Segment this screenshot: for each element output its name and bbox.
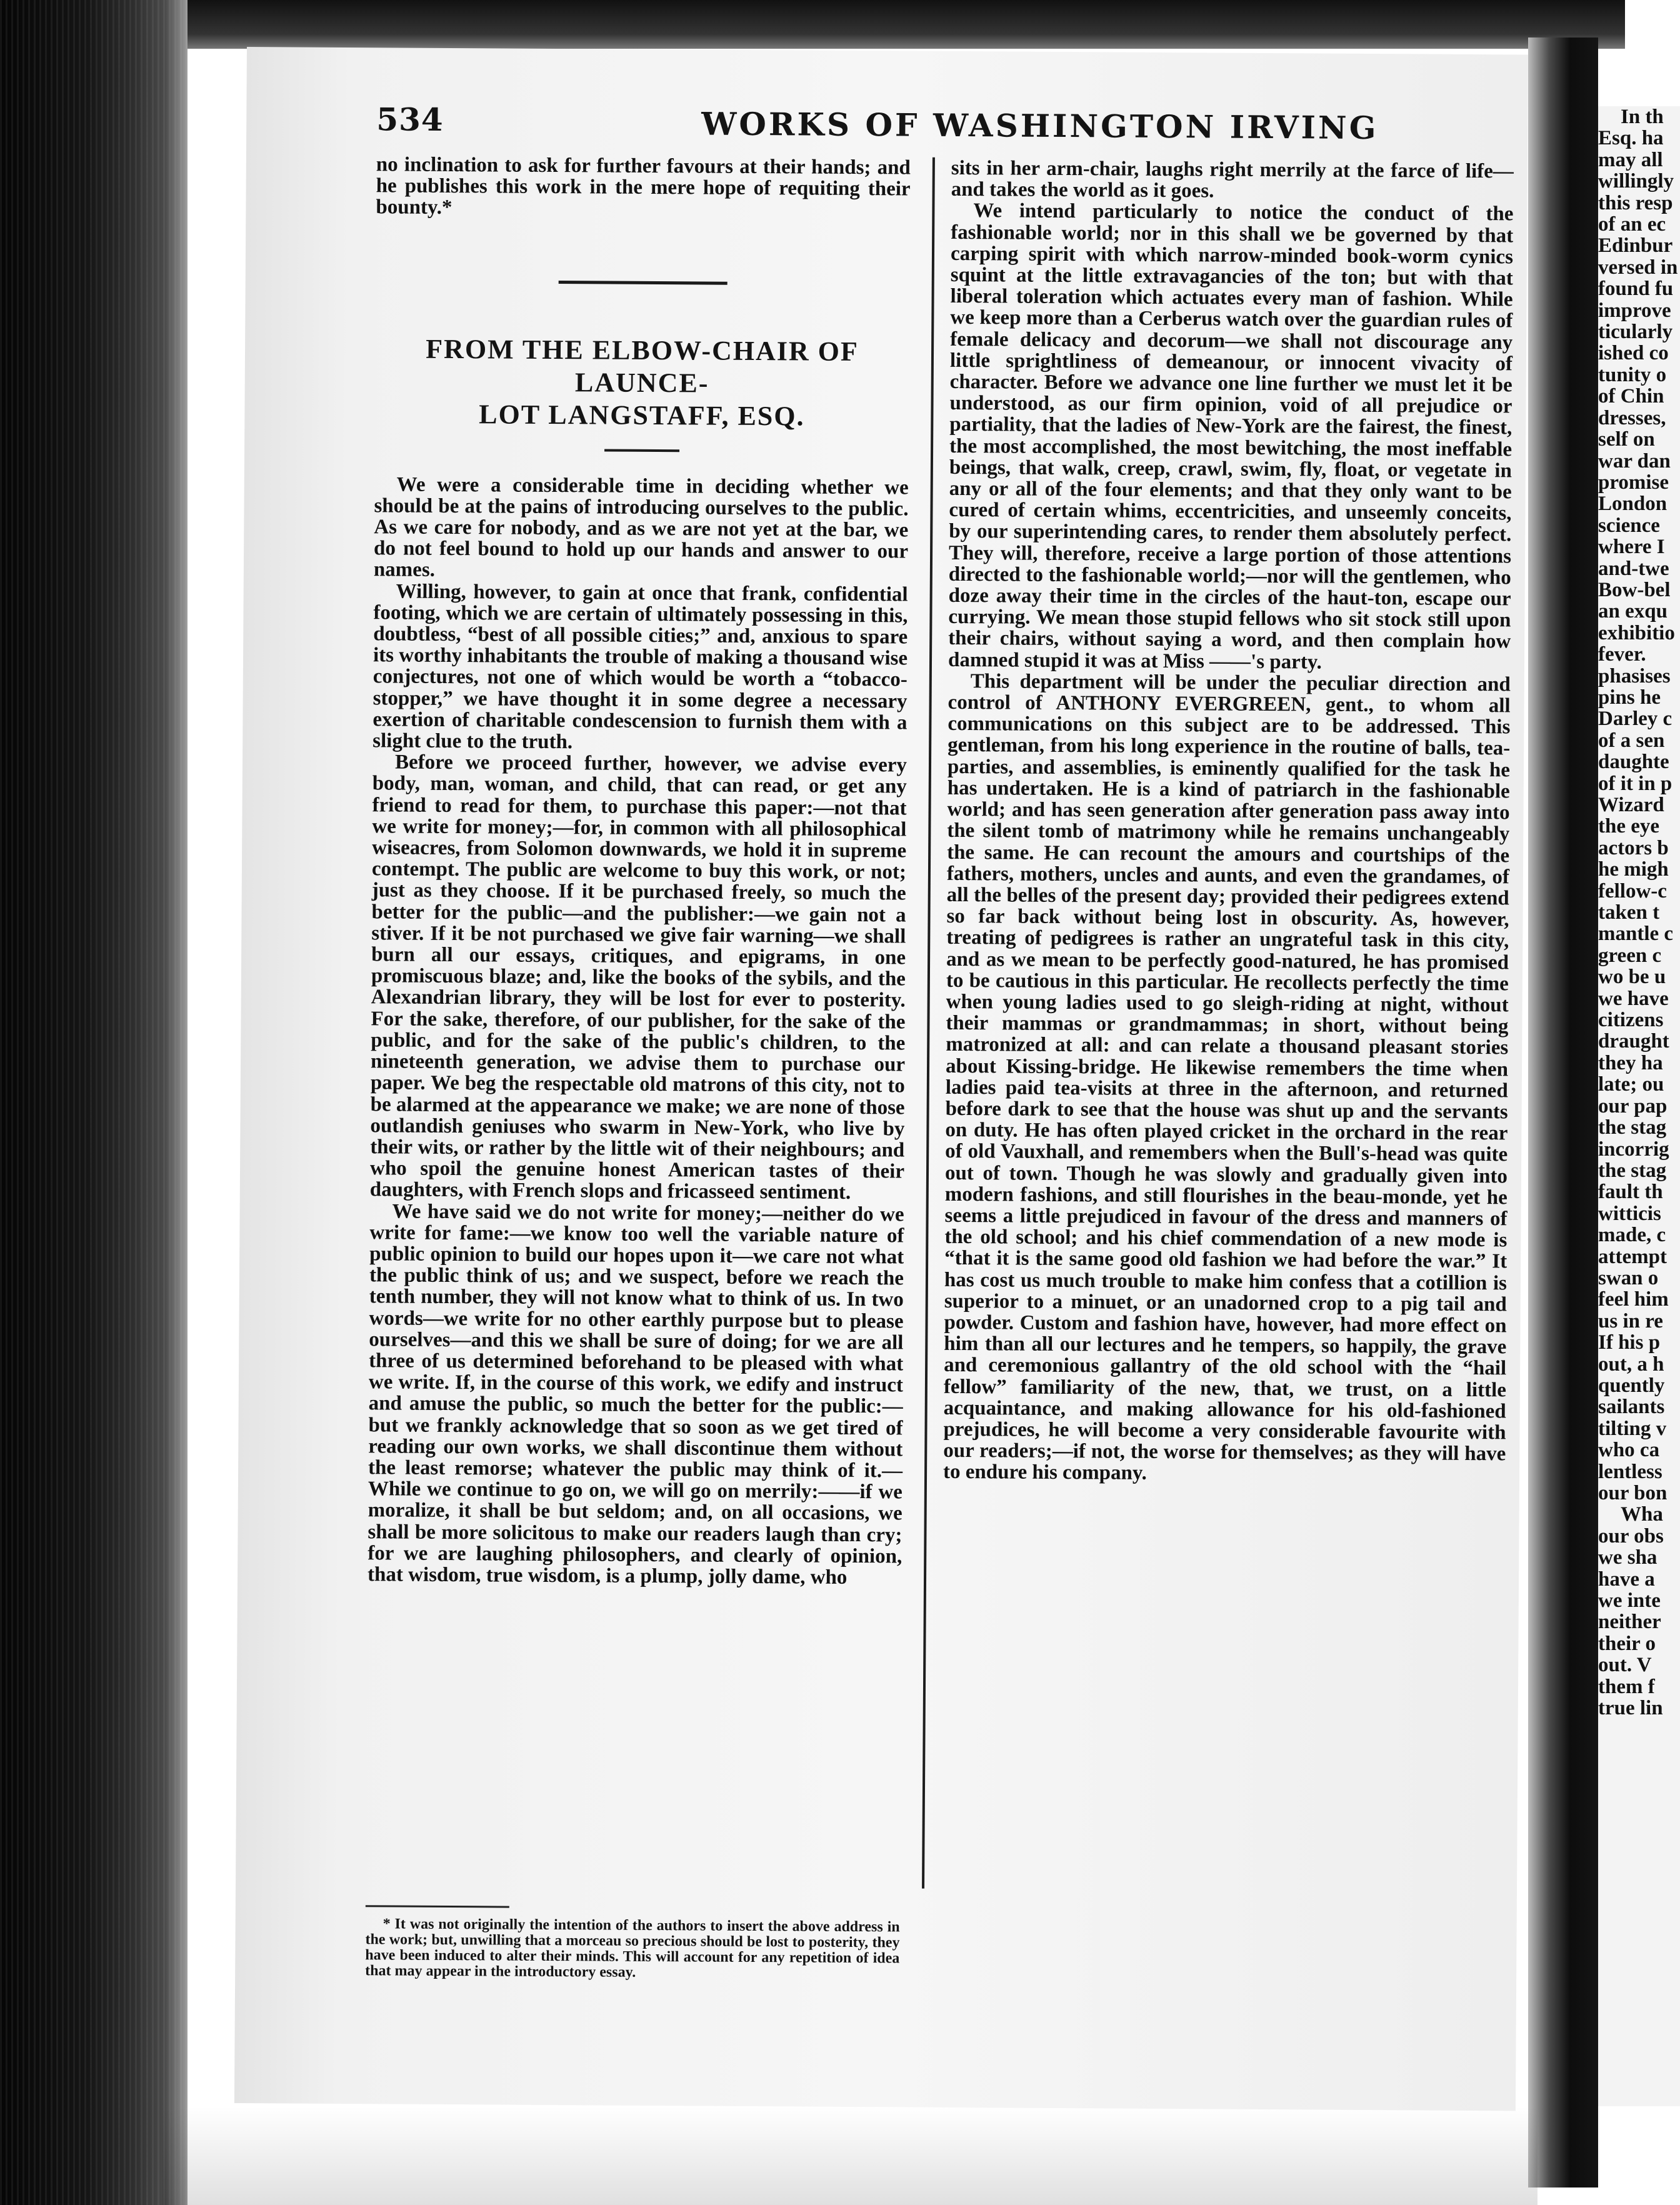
title-underline <box>604 449 679 452</box>
body-paragraph: sits in her arm-chair, laughs right merrily at the farce of life—and takes the world as it goes. <box>951 156 1514 202</box>
right-column <box>943 158 1514 1486</box>
facing-page-line: attempt <box>1598 1245 1667 1268</box>
facing-page-line: wo be u <box>1598 966 1666 989</box>
top-scan-edge <box>188 0 1625 49</box>
facing-page-line: taken t <box>1598 901 1660 924</box>
facing-page-line: phasises <box>1598 664 1671 688</box>
facing-page-line: Wha <box>1621 1503 1663 1526</box>
facing-page-line: exhibitio <box>1598 621 1675 644</box>
facing-page-line: Esq. ha <box>1598 127 1664 150</box>
body-paragraph: Willing, however, to gain at once that frank, confidential footing, which we are certain of ultimately possessing in this, doubtless, “best of all possible cities;” and, anxious to spare its worthy inhabitants the trouble of making a thousand wise conjectures, not one of which would be worth a “tobacco-stopper,” we have thought it in some degree a necessary exertion of charitable condescension to furnish them with a slight clue to the truth. <box>372 580 908 754</box>
facing-page-line: Bow-bel <box>1598 578 1671 601</box>
facing-page-line: In th <box>1621 106 1664 128</box>
body-paragraph: This department will be under the peculiar direction and control of ANTHONY EVERGREEN, gent., to whom all communications on this subject are to be addressed. This gentleman, from his long experience in the routine of balls, tea-parties, and assemblies, is eminently qualified for the task he has undertaken. He is a kind of patriarch in the fashionable world; and has seen generation after generation pass away into the silent tomb of matrimony while he remains unchangeably the same. He can recount the amours and courtships of the fathers, mothers, uncles and aunts, and even the grandames, of all the belles of the present day; provided their pedigrees extend so far back without being lost in obscurity. As, however, treating of pedigrees is rather an ungrateful task in this city, and as we mean to be perfectly good-natured, he has promised to be cautious in this particular. He recollects perfectly the time when young ladies used to go sleigh-riding at night, without their mammas or grandmammas; in short, without being matronized at all: and can relate a thousand pleasant stories about Kissing-bridge. He likewise remembers the time when ladies paid tea-visits at three in the afternoon, and returned before dark to see that the house was shut up and the servants on duty. He has often played cricket in the orchard in the rear of old Vauxhall, and remembers when the Bull's-head was quite out of town. Though he was slowly and gradually given into modern fashions, and still flourishes in the beau-monde, yet he seems a little prejudiced in favour of the dress and manners of the old school; and his chief commendation of a new mode is “that it is the same good old fashion we had before the war.” It has cost us much trouble to make him confess that a cotillion is superior to a minuet, or an unadorned crop to a pig tail and powder. Custom and fashion have, however, had more effect on him than all our lectures and he tempers, so happily, the grave and ceremonious gallantry of the old school with the “hail fellow” familiarity of the new, that, we trust, on a little acquaintance, and making allowance for his old-fashioned prejudices, he will become a very considerable favourite with our readers;—if not, the worse for themselves; as they will have to endure his company. <box>942 669 1511 1485</box>
facing-page-line: where I <box>1598 536 1665 559</box>
facing-page-line: ticularly <box>1598 321 1673 344</box>
facing-page-line: pins he <box>1598 686 1661 709</box>
facing-page-line: our bon <box>1598 1482 1668 1504</box>
facing-page-line: green c <box>1598 944 1662 967</box>
facing-page-line: draught <box>1598 1030 1669 1053</box>
page-number: 534 <box>376 101 444 138</box>
facing-page-line: us in re <box>1598 1309 1663 1332</box>
facing-page-line: promise <box>1598 471 1669 494</box>
footnote-block <box>365 1916 900 1982</box>
facing-page-line: ished co <box>1598 342 1669 365</box>
facing-page-line: Wizard <box>1598 794 1664 816</box>
facing-page-line: we have <box>1598 987 1669 1010</box>
facing-page-line: fellow-c <box>1598 879 1667 902</box>
facing-page-line: out, a h <box>1598 1352 1664 1376</box>
facing-page-line: mantle c <box>1598 922 1674 946</box>
facing-page-line: of it in p <box>1598 772 1672 795</box>
facing-page-line: daughte <box>1598 751 1669 774</box>
facing-page-line: neither <box>1598 1611 1661 1634</box>
body-paragraph: Before we proceed further, however, we advise every body, man, woman, and child, that can read, or get any friend to read for them, to purchase this paper:—not that we write for money;—for, in common with all philosophical wiseacres, from Solomon downwards, we hold it in supreme contempt. The public are welcome to buy this work, or not; just as they choose. If it be purchased freely, so much the better for the public—and the publisher:—we gain not a stiver. If it be not purchased we give fair warning—we shall burn all our essays, critiques, and epigrams, in one promiscuous blaze; and, like the books of the sybils, and the Alexandrian library, they will be lost for ever to posterity. For the sake, therefore, of our publisher, for the sake of the public, and for the sake of the public's children, to the nineteenth generation, we advise them to purchase our paper. We beg the respectable old matrons of this city, not to be alarmed at the appearance we make; we are none of those outlandish geniuses who swarm in New-York, who live by their wits, or rather by the little wit of their neighbours; and who spoil the genuine honest American tastes of their daughters, with French slops and fricasseed sentiment. <box>369 751 908 1204</box>
book-binding-edge <box>0 0 188 2205</box>
facing-page-line: their o <box>1598 1632 1656 1655</box>
footnote-rule <box>366 1905 509 1908</box>
center-gutter <box>1528 38 1598 2188</box>
facing-page-line: witticis <box>1598 1202 1661 1225</box>
facing-page-line: fault th <box>1598 1181 1663 1204</box>
facing-page-line: feel him <box>1598 1288 1669 1311</box>
facing-page-line: our pap <box>1598 1094 1668 1118</box>
facing-page-line: actors b <box>1598 836 1669 859</box>
facing-page-line: of a sen <box>1598 729 1665 752</box>
facing-page-line: we sha <box>1598 1546 1658 1569</box>
facing-page-line: incorrig <box>1598 1138 1669 1161</box>
facing-page-line: found fu <box>1598 278 1674 301</box>
facing-page-line: fever. <box>1598 643 1646 666</box>
facing-page-line: an exqu <box>1598 600 1668 623</box>
facing-page-line: swan o <box>1598 1266 1659 1289</box>
facing-page-line: sailants <box>1598 1396 1665 1419</box>
facing-page-line: we inte <box>1598 1589 1661 1612</box>
facing-page-line: them f <box>1598 1675 1655 1698</box>
facing-page-line: he migh <box>1598 858 1669 881</box>
facing-page-line: versed in <box>1598 256 1678 279</box>
facing-page-line: late; ou <box>1598 1073 1664 1096</box>
facing-page-line: willingly <box>1598 170 1674 193</box>
facing-page-line: war dan <box>1598 449 1671 472</box>
facing-page-line: the stag <box>1598 1116 1667 1139</box>
facing-page-line: tilting v <box>1598 1417 1667 1440</box>
left-page <box>234 47 1528 2111</box>
facing-page-line: they ha <box>1598 1051 1663 1074</box>
section-divider <box>558 281 727 285</box>
opening-paragraph: no inclination to ask for further favours at their hands; and he publishes this work in the mere hope of requiting their bounty.* <box>376 153 911 219</box>
facing-page-line: out. V <box>1598 1654 1652 1677</box>
facing-page-line: self on <box>1598 428 1655 451</box>
facing-page-lines <box>1598 106 1680 1719</box>
facing-page-line: this resp <box>1598 191 1673 214</box>
facing-page-line: our obs <box>1598 1524 1664 1548</box>
facing-page-fragment <box>1598 106 1680 2106</box>
facing-page-line: Edinbur <box>1598 234 1673 258</box>
facing-page-line: London <box>1598 492 1668 516</box>
facing-page-line: science <box>1598 514 1660 537</box>
facing-page-line: dresses, <box>1598 406 1666 429</box>
facing-page-line: the stag <box>1598 1159 1667 1182</box>
facing-page-line: made, c <box>1598 1224 1666 1247</box>
bottom-shadow <box>162 2106 1538 2205</box>
facing-page-line: have a <box>1598 1568 1655 1591</box>
body-paragraph: We were a considerable time in deciding whether we should be at the pains of introducing ourselves to the public. As we care for nobody, and as we are not yet at the bar, we do not feel bound to hold up our hands and answer to our names. <box>373 473 909 582</box>
left-column <box>368 154 911 1588</box>
facing-page-line: If his p <box>1598 1331 1661 1354</box>
facing-page-line: of Chin <box>1598 385 1664 408</box>
chapter-title-line-1: FROM THE ELBOW-CHAIR OF LAUNCE- <box>426 333 859 399</box>
facing-page-line: who ca <box>1598 1439 1660 1462</box>
facing-page-line: may all <box>1598 148 1663 171</box>
facing-page-line: tunity o <box>1598 363 1667 386</box>
facing-page-line: true lin <box>1598 1697 1663 1720</box>
facing-page-line: the eye <box>1598 815 1660 838</box>
body-paragraph: We intend particularly to notice the conduct of the fashionable world; nor in this shall we be governed by that carping spirit with which narrow-minded book-worm cynics squint at the little extravagancies of the ton; but with that liberal toleration which actuates every man of fashion. While we keep more than a Cerberus watch over the guardian rules of female delicacy and decorum—we shall not discourage any little sprightliness of demeanour, or innocent vivacity of character. Before we advance one line further we must let it be understood, as our firm opinion, void of all prejudice or partiality, that the ladies of New-York are the fairest, the finest, the most accomplished, the most bewitching, the most ineffable beings, that walk, creep, crawl, swim, fly, float, or vegetate in any or all of the four elements; and that they only want to be cured of certain whims, eccentricities, and unseemly conceits, by our superintending cares, to render them absolutely perfect. They will, therefore, receive a large portion of those attentions directed to the fashionable world;—nor will the gentlemen, who doze away their time in the circles of the haut-ton, escape our currying. We mean those stupid fellows who sit stock still upon their chairs, without saying a word, and then complain how damned stupid it was at Miss ——'s party. <box>948 199 1514 674</box>
facing-page-line: Darley c <box>1598 708 1672 731</box>
body-paragraph: We have said we do not write for money;—neither do we write for fame:—we know too well the variable nature of public opinion to build our hopes upon it—we care not what the public think of us; and we suspect, before we reach the tenth number, they will not know what to think of us. In two words—we write for no other earthly purpose but to please ourselves—and this we shall be sure of doing; for we are all three of us determined beforehand to be pleased with what we write. If, in the course of this work, we edify and instruct and amuse the public, so much the better for the public:—but we frankly acknowledge that so soon as we get tired of reading our own works, we shall discontinue them without the least remorse; whatever the public may think of it.—While we continue to go on, we will go on merrily:——if we moralize, it shall be but seldom; and, on all occasions, we shall be more solicitous to make our readers laugh than cry; for we are laughing philosophers, and clearly of opinion, that wisdom, true wisdom, is a plump, jolly dame, who <box>367 1199 904 1589</box>
facing-page-line: and-twe <box>1598 557 1669 580</box>
running-head: WORKS OF WASHINGTON IRVING <box>701 105 1379 147</box>
column-rule <box>922 158 935 1889</box>
facing-page-line: improve <box>1598 299 1671 322</box>
facing-page-line: quently <box>1598 1374 1665 1397</box>
chapter-title-line-2: LOT LANGSTAFF, ESQ. <box>479 398 805 432</box>
facing-page-line: lentless <box>1598 1460 1662 1483</box>
facing-page-line: citizens <box>1598 1009 1664 1032</box>
facing-page-line: of an ec <box>1598 213 1666 236</box>
footnote: * It was not originally the intention of the authors to insert the above address in the work; but, unwilling that a morceau so precious should be lost to posterity, they have been induced to alter their minds. This will account for any repetition of idea that may appear in the introductory essay. <box>365 1916 900 1981</box>
